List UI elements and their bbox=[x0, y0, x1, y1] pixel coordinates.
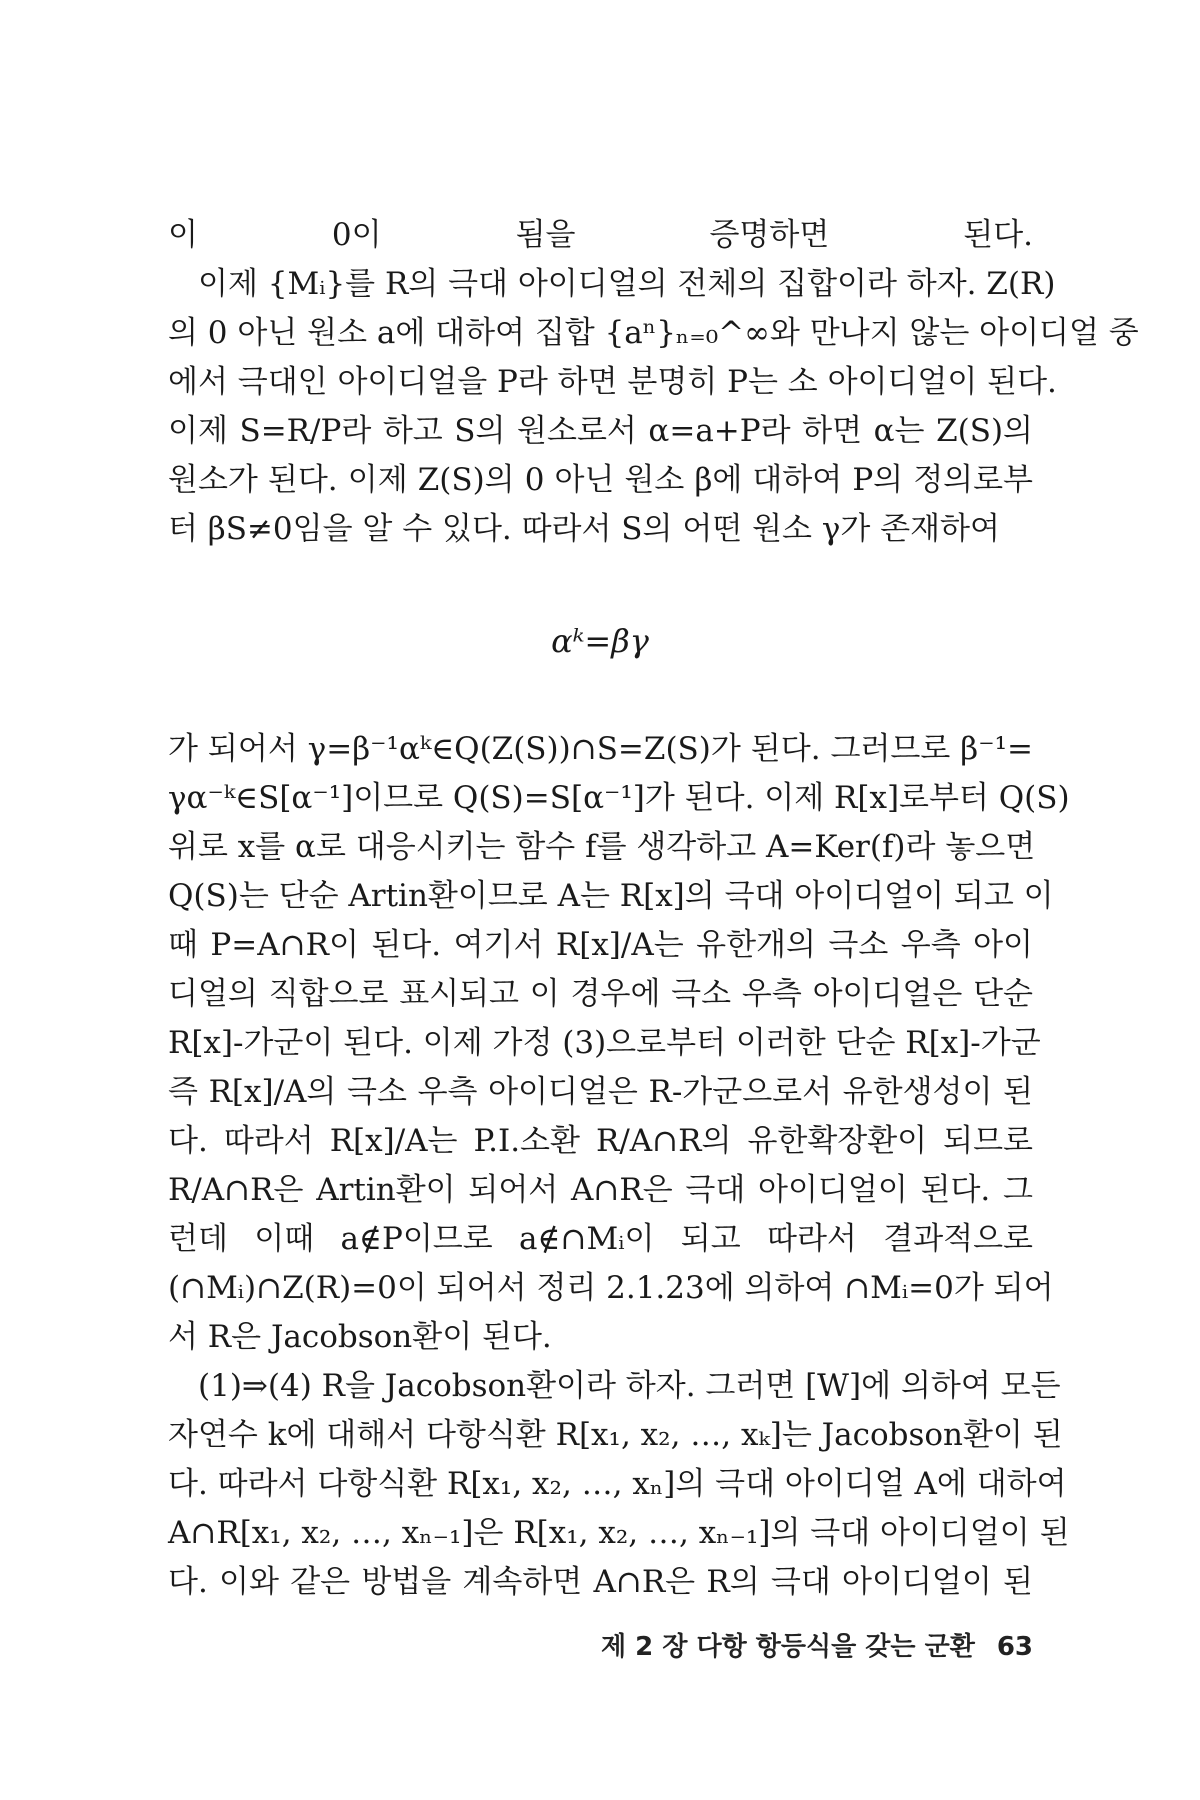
text-line: 터 βS≠0임을 알 수 있다. 따라서 S의 어떤 원소 γ가 존재하여 bbox=[168, 511, 1000, 547]
text-line: 디얼의 직합으로 표시되고 이 경우에 극소 우측 아이디얼은 단순 bbox=[168, 976, 1033, 1012]
text-line: R/A∩R은 Artin환이 되어서 A∩R은 극대 아이디얼이 된다. 그 bbox=[168, 1172, 1033, 1208]
text-line: 의 0 아닌 원소 a에 대하여 집합 {aⁿ}ₙ₌₀^∞와 만나지 않는 아이디얼 중 bbox=[168, 315, 1139, 351]
running-footer bbox=[560, 1630, 1033, 1664]
text-line: 즉 R[x]/A의 극소 우측 아이디얼은 R-가군으로서 유한생성이 된 bbox=[168, 1074, 1033, 1110]
text-line: 위로 x를 α로 대응시키는 함수 f를 생각하고 A=Ker(f)라 놓으면 bbox=[168, 829, 1036, 865]
text-line: γα⁻ᵏ∈S[α⁻¹]이므로 Q(S)=S[α⁻¹]가 된다. 이제 R[x]로부터 Q(S) bbox=[168, 780, 1070, 816]
text-line: 이제 {Mᵢ}를 R의 극대 아이디얼의 전체의 집합이라 하자. Z(R) bbox=[198, 266, 1056, 302]
text-line: 가 되어서 γ=β⁻¹αᵏ∈Q(Z(S))∩S=Z(S)가 된다. 그러므로 β⁻¹= bbox=[168, 731, 1033, 767]
text-line: 런데 이때 a∉P이므로 a∉∩Mᵢ이 되고 따라서 결과적으로 bbox=[168, 1221, 1033, 1257]
display-formula: αᵏ=βγ bbox=[551, 622, 649, 660]
text-line: 때 P=A∩R이 된다. 여기서 R[x]/A는 유한개의 극소 우측 아이 bbox=[168, 927, 1033, 963]
text-line: 서 R은 Jacobson환이 된다. bbox=[168, 1319, 552, 1355]
text-line: 이 0이 됨을 증명하면 된다. bbox=[168, 217, 1033, 253]
text-line: Q(S)는 단순 Artin환이므로 A는 R[x]의 극대 아이디얼이 되고 이 bbox=[168, 878, 1054, 914]
text-line: R[x]-가군이 된다. 이제 가정 (3)으로부터 이러한 단순 R[x]-가군 bbox=[168, 1025, 1041, 1061]
text-line: 에서 극대인 아이디얼을 P라 하면 분명히 P는 소 아이디얼이 된다. bbox=[168, 364, 1057, 400]
text-line: 다. 따라서 R[x]/A는 P.I.소환 R/A∩R의 유한확장환이 되므로 bbox=[168, 1123, 1033, 1159]
text-line: 자연수 k에 대해서 다항식환 R[x₁, x₂, …, xₖ]는 Jacobson환이 된 bbox=[168, 1417, 1063, 1453]
text-line: 다. 따라서 다항식환 R[x₁, x₂, …, xₙ]의 극대 아이디얼 A에 대하여 bbox=[168, 1466, 1067, 1502]
text-line: 원소가 된다. 이제 Z(S)의 0 아닌 원소 β에 대하여 P의 정의로부 bbox=[168, 462, 1033, 498]
text-line: (∩Mᵢ)∩Z(R)=0이 되어서 정리 2.1.23에 의하여 ∩Mᵢ=0가 되어 bbox=[168, 1270, 1054, 1306]
text-line: 이제 S=R/P라 하고 S의 원소로서 α=a+P라 하면 α는 Z(S)의 bbox=[168, 413, 1033, 449]
page-number: 63 bbox=[996, 1632, 1033, 1662]
text-line: A∩R[x₁, x₂, …, xₙ₋₁]은 R[x₁, x₂, …, xₙ₋₁]의 극대 아이디얼이 된 bbox=[168, 1515, 1070, 1551]
text-line: 다. 이와 같은 방법을 계속하면 A∩R은 R의 극대 아이디얼이 된 bbox=[168, 1564, 1033, 1600]
chapter-title: 제 2 장 다항 항등식을 갖는 군환 bbox=[601, 1632, 975, 1662]
text-line: (1)⇒(4) R을 Jacobson환이라 하자. 그러면 [W]에 의하여 모든 bbox=[198, 1368, 1061, 1404]
